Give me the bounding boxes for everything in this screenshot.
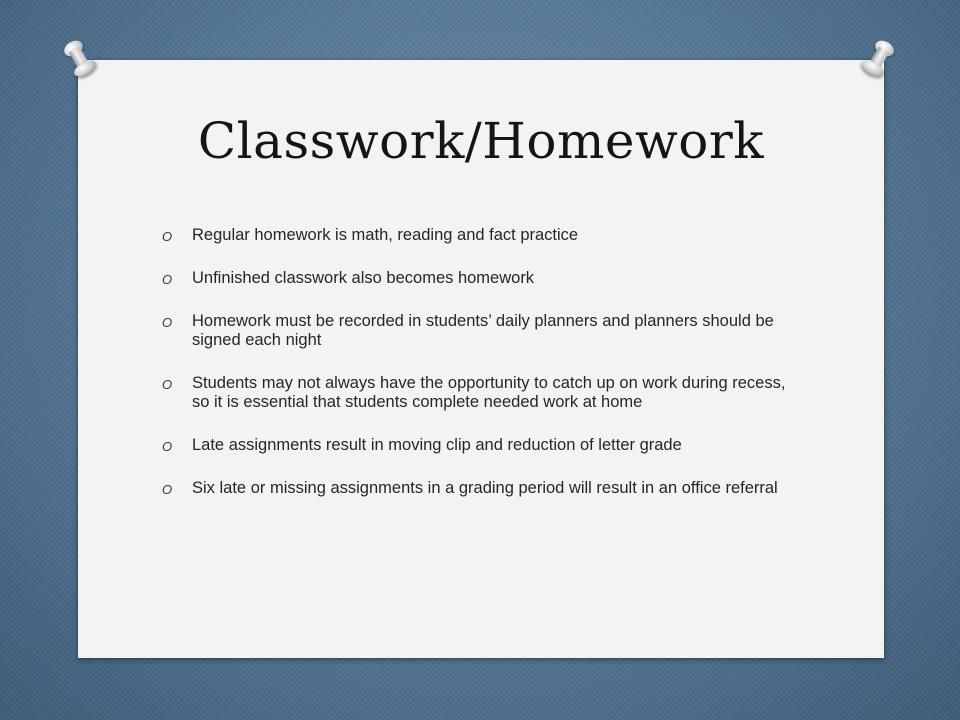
slide-title: Classwork/Homework — [197, 112, 765, 170]
bullet-text: Six late or missing assignments in a grading period will result in an office referral — [192, 479, 778, 497]
bullet-text: Unfinished classwork also becomes homework — [192, 269, 535, 287]
bullet-item — [160, 226, 800, 245]
bullet-item — [160, 479, 800, 498]
bullet-item — [160, 374, 800, 412]
bullet-text: Homework must be recorded in students’ daily planners and planners should be signed each night — [192, 312, 774, 349]
bullet-item — [160, 312, 800, 350]
bullet-marker-icon: O — [162, 272, 173, 287]
bullet-text: Late assignments result in moving clip and reduction of letter grade — [192, 436, 682, 454]
bullet-marker-icon: O — [162, 229, 173, 244]
bullet-marker-icon: O — [162, 482, 173, 497]
bullet-marker-icon: O — [162, 315, 173, 330]
bullet-text: Students may not always have the opportunity to catch up on work during recess, so it is essential that students complete needed work at home — [192, 374, 786, 411]
bullet-marker-icon: O — [162, 439, 173, 454]
bullet-marker-icon: O — [162, 377, 173, 392]
bullet-item — [160, 269, 800, 288]
bullet-text: Regular homework is math, reading and fact practice — [192, 226, 579, 244]
bullet-item — [160, 436, 800, 455]
bullet-list — [160, 226, 800, 522]
